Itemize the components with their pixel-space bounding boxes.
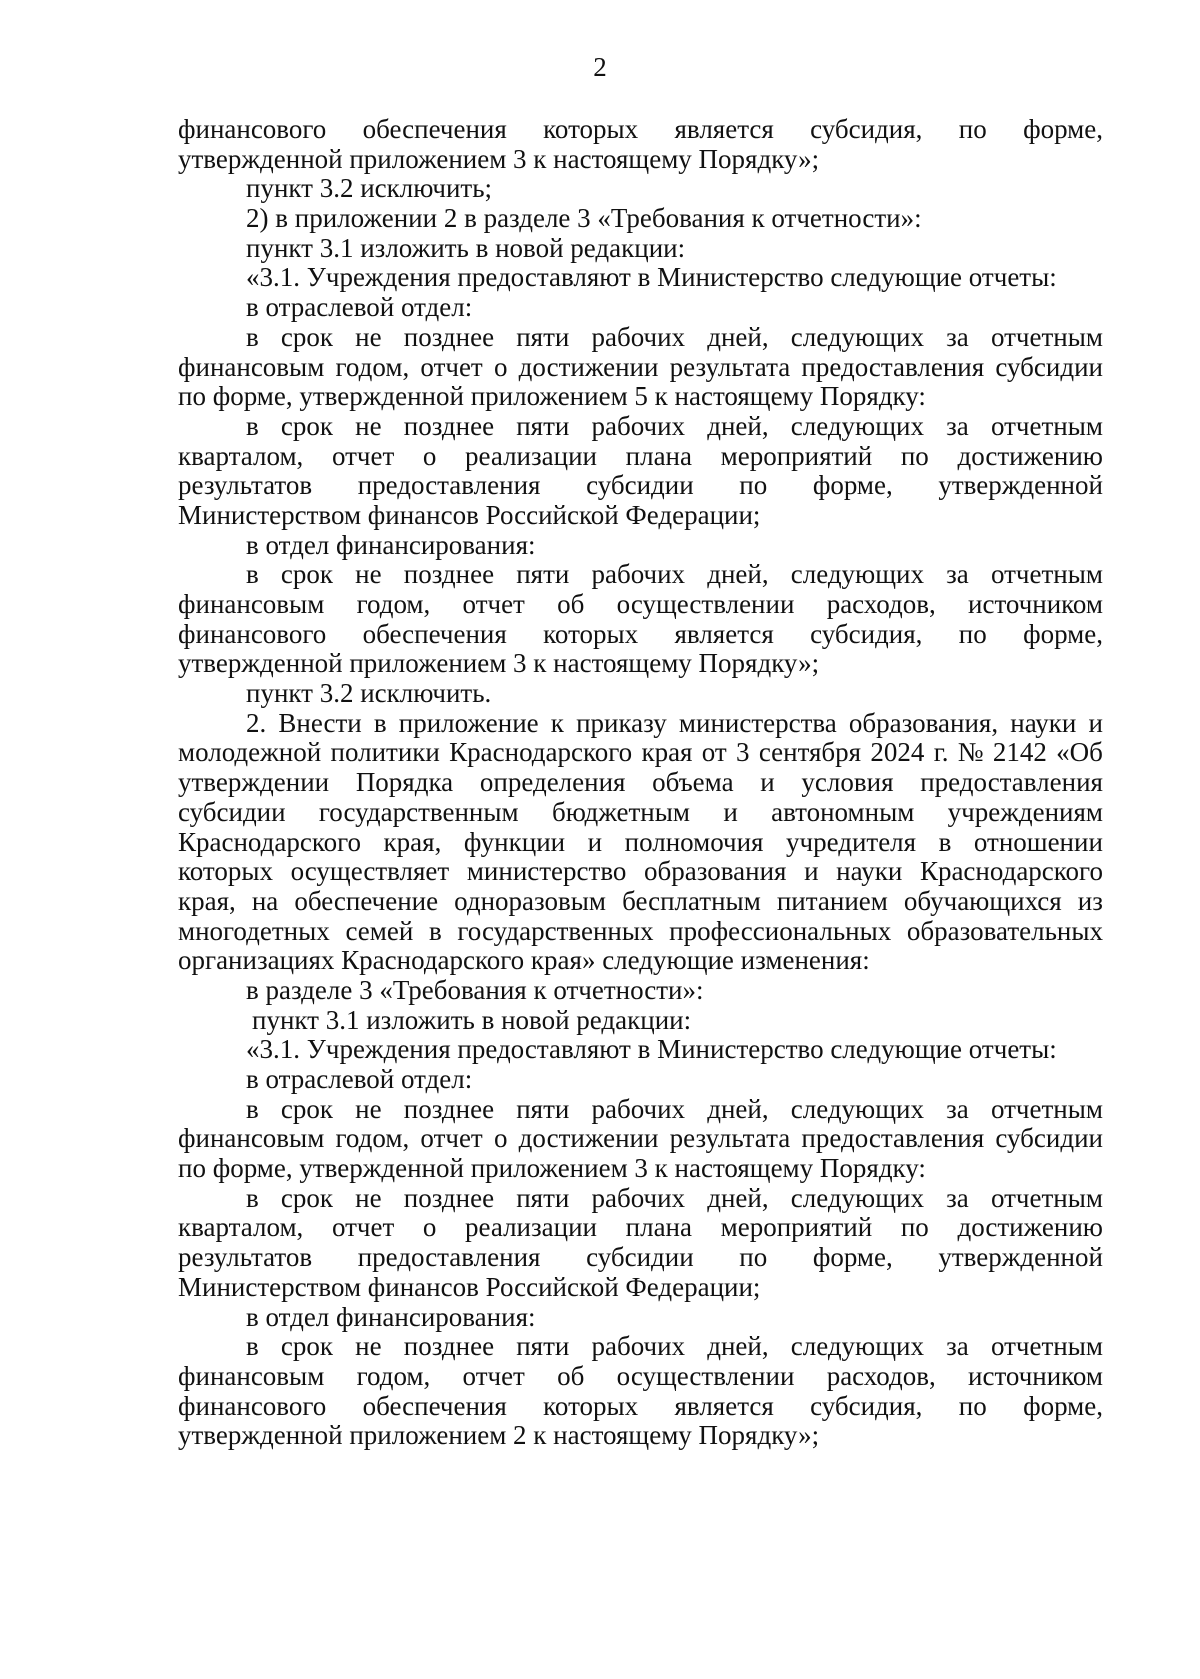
text-line: по форме, утвержденной приложением 3 к настоящему Порядку:: [178, 1153, 926, 1184]
text-line: финансовым годом, отчет об осуществлении расходов, источником: [178, 1360, 1103, 1391]
text-line: финансовым годом, отчет об осуществлении расходов, источником: [178, 589, 1103, 619]
text-line: в отдел финансирования:: [246, 1301, 536, 1332]
text-line: в срок не позднее пяти рабочих дней, следующих за отчетным: [246, 1182, 1103, 1213]
text-line: финансового обеспечения которых является субсидия, по форме,: [178, 618, 1103, 649]
text-line: в срок не позднее пяти рабочих дней, следующих за отчетным: [246, 410, 1103, 441]
page-number: 2: [593, 52, 607, 82]
text-line: Министерством финансов Российской Федерации;: [178, 1271, 761, 1302]
text-line: финансового обеспечения которых является субсидия, по форме,: [178, 1390, 1103, 1421]
text-line: в срок не позднее пяти рабочих дней, следующих за отчетным: [246, 1331, 1103, 1362]
text-line: утвержденной приложением 2 к настоящему Порядку»;: [178, 1420, 820, 1451]
text-line: организациях Краснодарского края» следующие изменения:: [178, 945, 870, 976]
text-line: пункт 3.1 изложить в новой редакции:: [252, 1004, 692, 1035]
text-line: в срок не позднее пяти рабочих дней, следующих за отчетным: [246, 559, 1103, 590]
text-line: утвержденной приложением 3 к настоящему Порядку»;: [178, 143, 820, 174]
text-line: в срок не позднее пяти рабочих дней, следующих за отчетным: [246, 1093, 1103, 1124]
text-line: «3.1. Учреждения предоставляют в Министерство следующие отчеты:: [246, 262, 1057, 293]
text-line: пункт 3.2 исключить;: [246, 173, 493, 204]
text-line: результатов предоставления субсидии по форме, утвержденной: [178, 470, 1103, 501]
text-line: финансовым годом, отчет о достижении результата предоставления субсидии: [178, 351, 1103, 382]
text-line: по форме, утвержденной приложением 5 к настоящему Порядку:: [178, 381, 926, 412]
text-line: 2. Внести в приложение к приказу министерства образования, науки и: [246, 707, 1103, 738]
text-line: пункт 3.1 изложить в новой редакции:: [246, 232, 686, 263]
text-line: кварталом, отчет о реализации плана мероприятий по достижению: [178, 440, 1103, 471]
text-line: 2) в приложении 2 в разделе 3 «Требования к отчетности»:: [246, 203, 922, 234]
text-line: многодетных семей в государственных профессиональных образовательных: [178, 915, 1103, 946]
text-line: в отраслевой отдел:: [246, 1064, 473, 1094]
text-line: в срок не позднее пяти рабочих дней, следующих за отчетным: [246, 321, 1103, 352]
text-line: в разделе 3 «Требования к отчетности»:: [246, 974, 704, 1005]
text-line: кварталом, отчет о реализации плана мероприятий по достижению: [178, 1212, 1103, 1243]
text-line: пункт 3.2 исключить.: [246, 678, 492, 709]
text-line: края, на обеспечение одноразовым бесплатным питанием обучающихся из: [178, 885, 1103, 916]
text-line: «3.1. Учреждения предоставляют в Министерство следующие отчеты:: [246, 1034, 1057, 1065]
text-line: финансовым годом, отчет о достижении результата предоставления субсидии: [178, 1123, 1103, 1154]
text-line: утвержденной приложением 3 к настоящему Порядку»;: [178, 648, 820, 679]
text-line: в отраслевой отдел:: [246, 292, 473, 323]
text-line: в отдел финансирования:: [246, 529, 536, 560]
text-line: Министерством финансов Российской Федерации;: [178, 499, 761, 530]
text-line: субсидии государственным бюджетным и автономным учреждениям: [178, 796, 1103, 827]
document-body: [178, 115, 1103, 1451]
text-line: результатов предоставления субсидии по форме, утвержденной: [178, 1242, 1103, 1273]
text-line: молодежной политики Краснодарского края от 3 сентября 2024 г. № 2142 «Об: [178, 737, 1103, 768]
text-line: утверждении Порядка определения объема и условия предоставления: [178, 767, 1103, 798]
text-line: которых осуществляет министерство образования и науки Краснодарского: [178, 856, 1103, 887]
text-line: финансового обеспечения которых является субсидия, по форме,: [178, 114, 1103, 144]
text-line: Краснодарского края, функции и полномочия учредителя в отношении: [178, 826, 1103, 857]
